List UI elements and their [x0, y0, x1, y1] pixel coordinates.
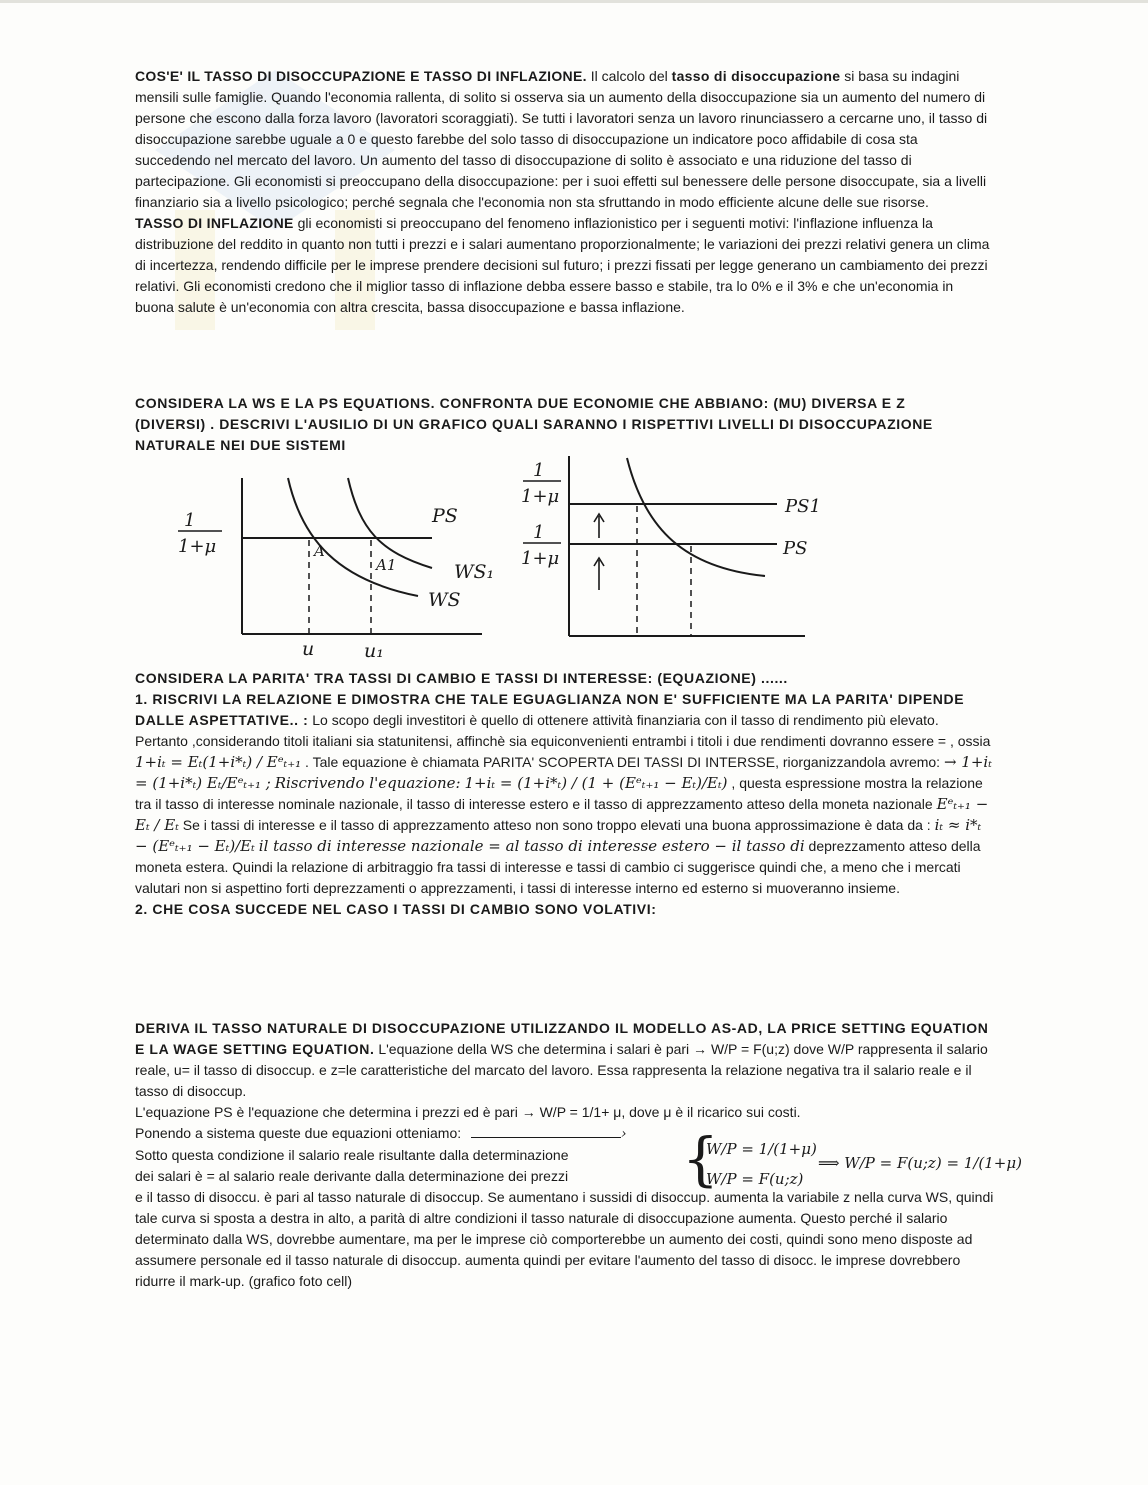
brace-icon: { [682, 1125, 719, 1193]
text-intro: Il calcolo del [590, 68, 668, 84]
system-body-e: dei salari è = al salario reale derivante dalla determinazione dei prezzi [135, 1168, 569, 1184]
point-a-label: A [314, 542, 325, 560]
system-eq-ws: W/P = F(u;z) [706, 1170, 804, 1188]
parity-question: CONSIDERA LA PARITA' TRA TASSI DI CAMBIO E TASSI DI INTERESSE: (EQUAZIONE) ...... [135, 670, 788, 686]
q1-body-a: Lo scopo degli investitori è quello di ottenere attività finanziaria con il tasso di rendimento più elevato. Pertanto ,considerando titoli italiani sia statunitensi, affinchè sia equiconvenienti entrambi i titoli i due rendimenti dovranno essere = , ossia [135, 712, 991, 749]
derive-body-a: L'equazione della WS che determina i salari è pari → W/P = F(u;z) dove W/P rappresenta il salario reale, u= il tasso di disoccup. e z=le caratteristiche del marcato del lavoro. Essa rappresenta la relazione negativa tra il salario reale e il tasso di disoccup. [135, 1041, 988, 1099]
ws-label: WS [428, 589, 461, 611]
graph-ps-right [515, 450, 835, 650]
q1-body-c: , questa espressione mostra la relazione tra il tasso di interesse nominale nazionale, il tasso di interesse estero e il tasso di apprezzamento atteso della moneta nazionale [135, 775, 983, 812]
eq-rewritten: 1+iₜ = (1+i*ₜ) / (1 + (Eᵉₜ₊₁ − Eₜ)/Eₜ) [464, 774, 728, 792]
hand-note-rewrite: Riscrivendo l'equazione: [274, 774, 461, 792]
inflation-body: gli economisti si preoccupano del fenomeno inflazionistico per i seguenti motivi: l'inflazione influenza la distribuzione del reddito in quanto non tutti i prezzi e i salari aumentano proporzionalmente; le variazioni dei prezzi relativi genera un clima di incertezza, rendendo difficile per le imprese prendere decisioni sul futuro; i prezzi fissati per legge generano un cambiamento dei prezzi relativi. Gli economisti credono che il miglior tasso di inflazione debba essere basso e stabile, tra lo 0% e il 3% e che un'economia in buona salute è un'economia con altra crescita, bassa disoccupazione e bassa inflazione. [135, 215, 990, 315]
system-eq-ps: W/P = 1/(1+μ) [706, 1140, 817, 1158]
arrow-head: › [621, 1126, 627, 1142]
ws-curve [627, 458, 765, 576]
graph-ws-ps-left [170, 460, 510, 660]
y2-label-den: 1+μ [521, 548, 560, 569]
system-body-c: Ponendo a sistema queste due equazioni otteniamo: [135, 1125, 462, 1141]
x-label-u1: u₁ [364, 640, 384, 660]
inflation-title: TASSO DI INFLAZIONE [135, 215, 294, 231]
y-label-num: 1 [184, 510, 196, 531]
ps1-label: PS1 [785, 496, 821, 517]
ps-label: PS [432, 505, 458, 527]
question-ws-ps: CONSIDERA LA WS E LA PS EQUATIONS. CONFRONTA DUE ECONOMIE CHE ABBIANO: (MU) DIVERSA E Z (DIVERSI) . DESCRIVI L'AUSILIO DI UN GRAFICO QUALI SARANNO I RISPETTIVI LIVELLI DI DISOCCUPAZIONE NATURALE NEI DUE SISTEMI [135, 395, 933, 453]
y-label-den: 1+μ [178, 536, 217, 557]
ws1-curve [348, 478, 432, 568]
ps-label: PS [783, 538, 808, 559]
derive-title: DERIVA IL TASSO NATURALE DI DISOCCUPAZIONE UTILIZZANDO IL MODELLO AS-AD, LA PRICE SETTING EQUATION E LA WAGE SETTING EQUATION. [135, 1020, 989, 1057]
q1-body-b: . Tale equazione è chiamata PARITA' SCOPERTA DEI TASSI DI INTERSSE, riorganizzandola avremo: [305, 754, 941, 770]
eq-rearranged: → 1+iₜ = (1+i*ₜ) Eₜ/Eᵉₜ₊₁ ; [135, 753, 992, 792]
eq-approximation: iₜ ≈ i*ₜ − (Eᵉₜ₊₁ − Eₜ)/Eₜ [135, 816, 982, 855]
arrow-line [471, 1129, 621, 1138]
q1-body-e: deprezzamento atteso della moneta estera. Quindi la relazione di arbitraggio fra tassi di interesse e tassi di cambio ci suggerisce quindi che, a meno che i mercati valutari non si aspettino forti deprezzamenti o apprezzamenti, i tassi di interesse interno ed esterno si muoveranno insieme. [135, 838, 981, 896]
system-body-d: Sotto questa condizione il salario reale risultante dalla determinazione [135, 1147, 569, 1163]
section-unemployment-inflation [135, 66, 995, 318]
derive-body-f: e il tasso di disoccu. è pari al tasso naturale di disoccup. Se aumentano i sussidi di disoccup. aumenta la variabile z nella curva WS, quindi tale curva si sposta a destra in alto, a parità di altre condizioni il tasso naturale di disoccupazione aumenta. Questo perché il salario determinato dalla WS, dovrebbe aumentare, ma per le imprese ciò comporterebbe un aumento dei costi, quindi sono meno disposte ad assumere personale ed il tasso naturale di disoccup. aumenta quindi per evitare l'aumento del tasso di disocc. le imprese dovrebbero ridurre il mark-up. (grafico foto cell) [135, 1189, 994, 1289]
q2-title: 2. CHE COSA SUCCEDE NEL CASO I TASSI DI CAMBIO SONO VOLATIVI: [135, 901, 657, 917]
system-result: ⟹ W/P = F(u;z) = 1/(1+μ) [818, 1154, 1022, 1172]
page-edge [0, 0, 1148, 3]
eq-uncovered-parity: 1+iₜ = Eₜ(1+i*ₜ) / Eᵉₜ₊₁ [135, 753, 302, 771]
ws1-label: WS₁ [454, 561, 495, 583]
paragraph-inflation [135, 213, 995, 318]
text-body: si basa su indagini mensili sulle famiglie. Quando l'economia rallenta, di solito si osserva sia un aumento della disoccupazione sia un aumento del numero di persone che escono dalla forza lavoro (lavoratori scoraggiati). Se tutti i lavoratori senza un lavoro rinunciassero a cercarne uno, il tasso di disoccupazione sarebbe uguale a 0 e questo farebbe del solo tasso di disoccupazione un indicatore poco affidabile di cosa sta succedendo nel mercato del lavoro. Un aumento del tasso di disoccupazione di solito è associato e una riduzione del tasso di partecipazione. Gli economisti si preoccupano della disoccupazione: per i suoi effetti sul benessere delle persone disoccupate, sia a livelli finanziario sia a livello psicologico; perché segnala che l'economia non sta sfruttando in modo efficiente alcune delle sue risorse. [135, 68, 988, 210]
y2-label-num: 1 [533, 522, 545, 543]
ps-paragraph: L'equazione PS è l'equazione che determina i prezzi ed è pari → W/P = 1/1+ μ, dove μ è il ricarico sui costi. [135, 1104, 801, 1120]
q1-body-d: Se i tassi di interesse e il tasso di apprezzamento atteso non sono troppo elevati una buona approssimazione è data da : [182, 817, 931, 833]
section-interest-parity [135, 668, 995, 920]
section-title: COS'E' IL TASSO DI DISOCCUPAZIONE E TASSO DI INFLAZIONE. [135, 68, 587, 84]
y1-label-num: 1 [533, 460, 545, 481]
y1-label-den: 1+μ [521, 486, 560, 507]
derive-paragraph [135, 1018, 995, 1102]
equation-system [682, 1125, 1022, 1204]
x-label-u: u [302, 638, 315, 660]
q1-paragraph [135, 689, 995, 899]
paragraph-unemployment [135, 66, 995, 213]
term-unemployment: tasso di disoccupazione [671, 68, 841, 84]
point-a1-label: A1 [376, 556, 397, 574]
q1-title: 1. RISCRIVI LA RELAZIONE E DIMOSTRA CHE TALE EGUAGLIANZA NON E' SUFFICIENTE MA LA PARITA' DIPENDE DALLE ASPETTATIVE.. : [135, 691, 965, 728]
section-ws-ps [135, 393, 975, 456]
eq-expected-appreciation: Eᵉₜ₊₁ − Eₜ / Eₜ [135, 795, 989, 834]
system-intro [135, 1123, 665, 1145]
hand-note-national-rate: il tasso di interesse nazionale = al tasso di interesse estero − il tasso di [258, 837, 805, 855]
